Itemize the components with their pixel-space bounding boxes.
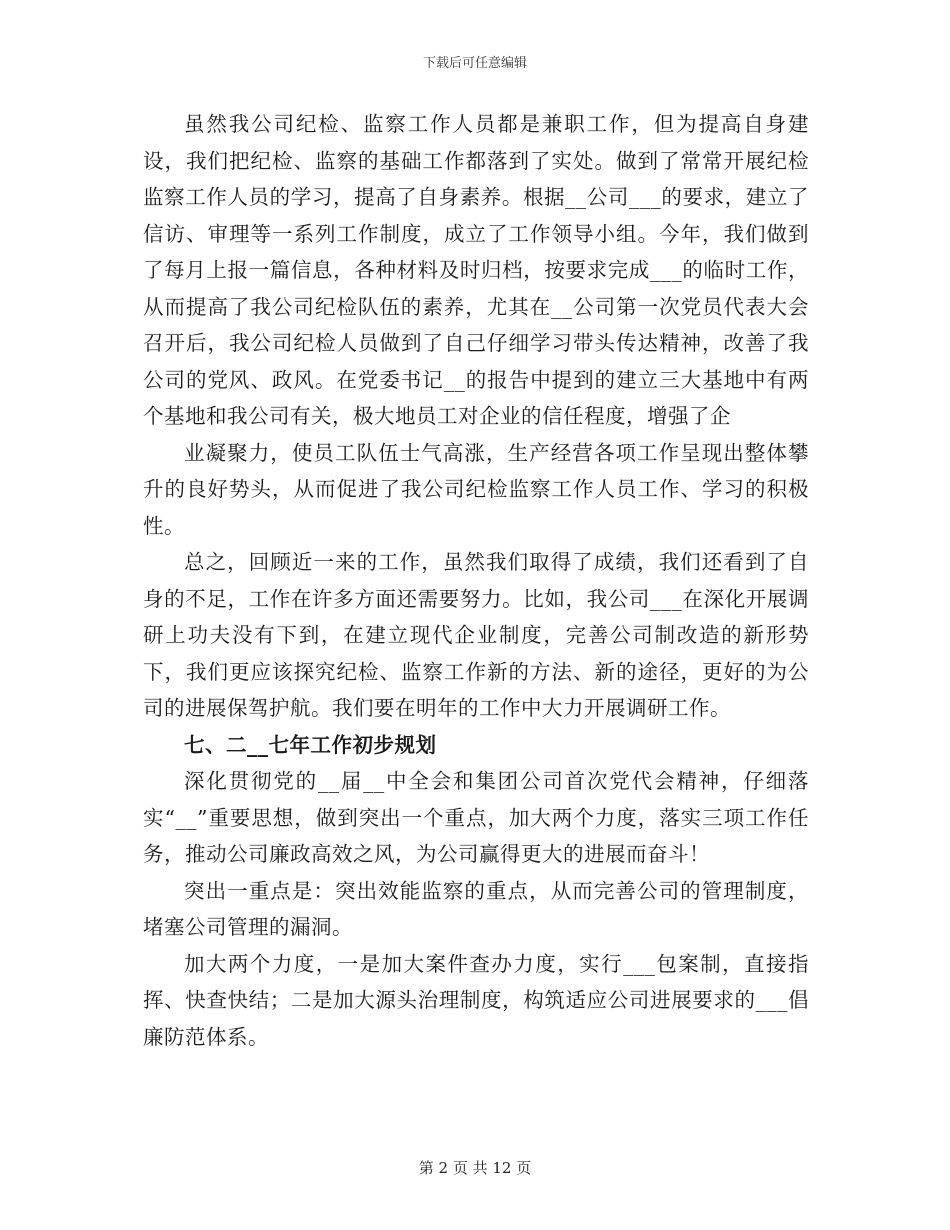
section-heading-plan: 七、二__七年工作初步规划 bbox=[184, 732, 437, 757]
paragraph-cohesion: 业凝聚力，使员工队伍士气高涨，生产经营各项工作呈现出整体攀升的良好势头，从而促进了我公司纪检监察工作人员工作、学习的积极性。 bbox=[143, 440, 809, 538]
document-body bbox=[143, 106, 809, 1055]
paragraph-discipline-work: 虽然我公司纪检、监察工作人员都是兼职工作，但为提高自身建设，我们把纪检、监察的基础工作都落到了实处。做到了常常开展纪检监察工作人员的学习，提高了自身素养。根据__公司___的要求，建立了信访、审理等一系列工作制度，成立了工作领导小组。今年，我们做到了每月上报一篇信息，各种材料及时归档，按要求完成___的临时工作，从而提高了我公司纪检队伍的素养，尤其在__公司第一次党员代表大会召开后，我公司纪检人员做到了自己仔细学习带头传达精神，改善了我公司的党风、政风。在党委书记__的报告中提到的建立三大基地中有两个基地和我公司有关，极大地员工对企业的信任程度，增强了企 bbox=[143, 112, 809, 428]
paragraph-key-point: 突出一重点是：突出效能监察的重点，从而完善公司的管理制度，堵塞公司管理的漏洞。 bbox=[143, 878, 809, 939]
page-header-note: 下载后可任意编辑 bbox=[422, 56, 527, 71]
paragraph-summary: 总之，回顾近一来的工作，虽然我们取得了成绩，我们还看到了自身的不足，工作在许多方面还需要努力。比如，我公司___在深化开展调研上功夫没有下到，在建立现代企业制度，完善公司制改造的新形势下，我们更应该探究纪检、监察工作新的方法、新的途径，更好的为公司的进展保驾护航。我们要在明年的工作中大力开展调研工作。 bbox=[143, 550, 809, 720]
paragraph-two-efforts: 加大两个力度，一是加大案件查办力度，实行___包案制，直接指挥、快查快结；二是加大源头治理制度，构筑适应公司进展要求的___倡廉防范体系。 bbox=[143, 951, 809, 1049]
page-number-footer: 第 2 页 共 12 页 bbox=[418, 1159, 532, 1177]
paragraph-implement-spirit: 深化贯彻党的__届__中全会和集团公司首次党代会精神，仔细落实“__”重要思想，做到突出一个重点，加大两个力度，落实三项工作任务，推动公司廉政高效之风，为公司赢得更大的进展而奋斗！ bbox=[143, 769, 809, 866]
